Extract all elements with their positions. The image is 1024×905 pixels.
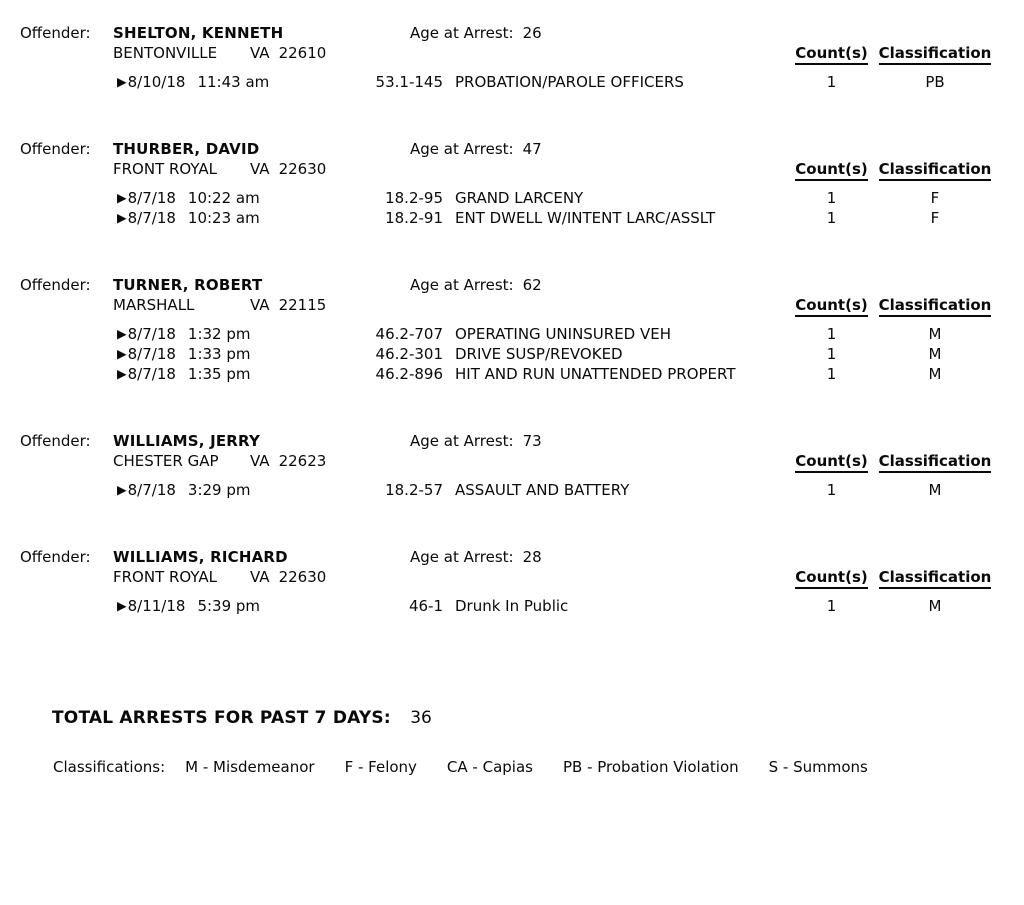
arrest-date: 8/7/18 [127,189,176,207]
offender-label: Offender: [20,24,91,42]
age-at-arrest-value: 28 [522,548,542,566]
offender-name: TURNER, ROBERT [113,276,263,294]
counts-column-header-cell [790,44,873,65]
total-arrests-label: TOTAL ARRESTS FOR PAST 7 DAYS: [52,708,391,728]
counts-column-header: Count(s) [795,452,867,473]
arrest-date: 8/11/18 [127,597,186,615]
offender-state: VA [250,160,270,178]
offender-zip: 22623 [278,452,327,470]
offender-zip: 22115 [278,296,327,314]
classification-column-header-cell [873,452,997,473]
arrest-time: 1:35 pm [187,365,251,383]
classification-column-header: Classification [879,568,992,589]
counts-column-header-cell [790,568,873,589]
statute-code: 46.2-707 [375,325,443,343]
offender-label: Offender: [20,432,91,450]
classification-column-header: Classification [879,160,992,181]
classification-legend-items [185,758,898,776]
charge-count: 1 [826,597,837,615]
counts-column-header: Count(s) [795,44,867,65]
age-at-arrest-value: 62 [522,276,542,294]
charge-row [117,73,997,93]
total-arrests-value: 36 [410,708,432,728]
statute-code: 18.2-57 [385,481,443,499]
charge-arrow-icon: ▶ [117,346,127,361]
charge-count: 1 [826,325,837,343]
charge-count: 1 [826,209,837,227]
statute-code: 46-1 [408,597,443,615]
charge-count: 1 [826,189,837,207]
counts-column-header: Count(s) [795,160,867,181]
offender-name-line [20,432,997,452]
charge-description: HIT AND RUN UNATTENDED PROPERT [455,365,736,383]
classification-column-header-cell [873,568,997,589]
arrest-datetime [117,597,355,615]
charge-description: DRIVE SUSP/REVOKED [455,345,623,363]
arrest-time: 5:39 pm [197,597,261,615]
classification-legend [53,758,997,776]
arrest-datetime [117,209,355,227]
charge-list [20,73,997,93]
offender-address-line [20,44,997,66]
classification-legend-item: CA - Capias [446,758,533,776]
statute-code: 46.2-301 [375,345,443,363]
arrest-date: 8/10/18 [127,73,186,91]
classification-legend-item: M - Misdemeanor [185,758,315,776]
offender-label: Offender: [20,548,91,566]
charge-description: ENT DWELL W/INTENT LARC/ASSLT [455,209,716,227]
offender-name-line [20,548,997,568]
arrest-time: 10:22 am [187,189,260,207]
charge-classification: M [928,325,942,343]
arrest-time: 1:32 pm [187,325,251,343]
arrest-date: 8/7/18 [127,325,176,343]
offender-block [20,276,997,385]
statute-code: 18.2-91 [385,209,443,227]
charge-row [117,481,997,501]
offender-state: VA [250,44,270,62]
classification-column-header-cell [873,44,997,65]
offender-address-line [20,452,997,474]
classification-legend-item: PB - Probation Violation [562,758,739,776]
offender-name-line [20,140,997,160]
arrest-date: 8/7/18 [127,345,176,363]
charge-row [117,209,997,229]
charge-description: ASSAULT AND BATTERY [455,481,630,499]
arrest-time: 1:33 pm [187,345,251,363]
arrest-date: 8/7/18 [127,481,176,499]
offender-name-line [20,24,997,44]
offender-state: VA [250,296,270,314]
charge-arrow-icon: ▶ [117,366,127,381]
charge-description: GRAND LARCENY [455,189,584,207]
offender-list [20,24,997,617]
arrest-datetime [117,325,355,343]
charge-arrow-icon: ▶ [117,598,127,613]
offender-city: FRONT ROYAL [113,568,218,586]
counts-column-header: Count(s) [795,568,867,589]
charge-arrow-icon: ▶ [117,190,127,205]
charge-arrow-icon: ▶ [117,326,127,341]
statute-code: 18.2-95 [385,189,443,207]
charge-arrow-icon: ▶ [117,74,127,89]
offender-zip: 22630 [278,568,327,586]
charge-row [117,597,997,617]
charge-list [20,189,997,229]
classifications-label: Classifications: [53,758,166,776]
offender-name: SHELTON, KENNETH [113,24,284,42]
offender-state: VA [250,568,270,586]
charge-row [117,189,997,209]
offender-city: MARSHALL [113,296,195,314]
age-at-arrest-value: 73 [522,432,542,450]
classification-column-header: Classification [879,296,992,317]
charge-list [20,325,997,385]
classification-column-header: Classification [879,44,992,65]
charge-count: 1 [826,345,837,363]
offender-zip: 22630 [278,160,327,178]
offender-name-line [20,276,997,296]
statute-code: 53.1-145 [375,73,443,91]
charge-classification: F [930,209,940,227]
offender-zip: 22610 [278,44,327,62]
offender-block [20,24,997,93]
age-at-arrest-label: Age at Arrest: [410,140,514,158]
charge-classification: F [930,189,940,207]
offender-block [20,140,997,229]
offender-city: BENTONVILLE [113,44,218,62]
arrest-time: 11:43 am [197,73,270,91]
offender-address-line [20,160,997,182]
offender-label: Offender: [20,140,91,158]
total-arrests-line [52,708,997,732]
counts-column-header: Count(s) [795,296,867,317]
charge-row [117,345,997,365]
arrest-time: 10:23 am [187,209,260,227]
classification-legend-item: S - Summons [768,758,868,776]
classification-legend-item: F - Felony [344,758,417,776]
charge-classification: M [928,481,942,499]
arrest-datetime [117,189,355,207]
arrest-datetime [117,365,355,383]
charge-description: OPERATING UNINSURED VEH [455,325,672,343]
offender-address-line [20,296,997,318]
age-at-arrest-label: Age at Arrest: [410,276,514,294]
age-at-arrest-label: Age at Arrest: [410,548,514,566]
offender-block [20,432,997,501]
classification-column-header: Classification [879,452,992,473]
charge-count: 1 [826,73,837,91]
age-at-arrest-label: Age at Arrest: [410,432,514,450]
charge-classification: M [928,597,942,615]
offender-name: WILLIAMS, JERRY [113,432,261,450]
charge-row [117,365,997,385]
offender-block [20,548,997,617]
charge-list [20,481,997,501]
offender-address-line [20,568,997,590]
charge-row [117,325,997,345]
arrest-datetime [117,345,355,363]
classification-column-header-cell [873,296,997,317]
charge-description: PROBATION/PAROLE OFFICERS [455,73,684,91]
arrest-datetime [117,73,355,91]
charge-count: 1 [826,481,837,499]
charge-classification: M [928,345,942,363]
charge-classification: PB [925,73,945,91]
offender-name: THURBER, DAVID [113,140,260,158]
offender-city: CHESTER GAP [113,452,219,470]
counts-column-header-cell [790,452,873,473]
counts-column-header-cell [790,296,873,317]
charge-arrow-icon: ▶ [117,210,127,225]
arrest-date: 8/7/18 [127,209,176,227]
age-at-arrest-value: 26 [522,24,542,42]
charge-classification: M [928,365,942,383]
offender-state: VA [250,452,270,470]
classification-column-header-cell [873,160,997,181]
arrest-date: 8/7/18 [127,365,176,383]
counts-column-header-cell [790,160,873,181]
offender-name: WILLIAMS, RICHARD [113,548,288,566]
arrest-datetime [117,481,355,499]
age-at-arrest-value: 47 [522,140,542,158]
charge-count: 1 [826,365,837,383]
arrest-time: 3:29 pm [187,481,251,499]
offender-label: Offender: [20,276,91,294]
charge-list [20,597,997,617]
offender-city: FRONT ROYAL [113,160,218,178]
charge-arrow-icon: ▶ [117,482,127,497]
charge-description: Drunk In Public [455,597,569,615]
statute-code: 46.2-896 [375,365,443,383]
age-at-arrest-label: Age at Arrest: [410,24,514,42]
